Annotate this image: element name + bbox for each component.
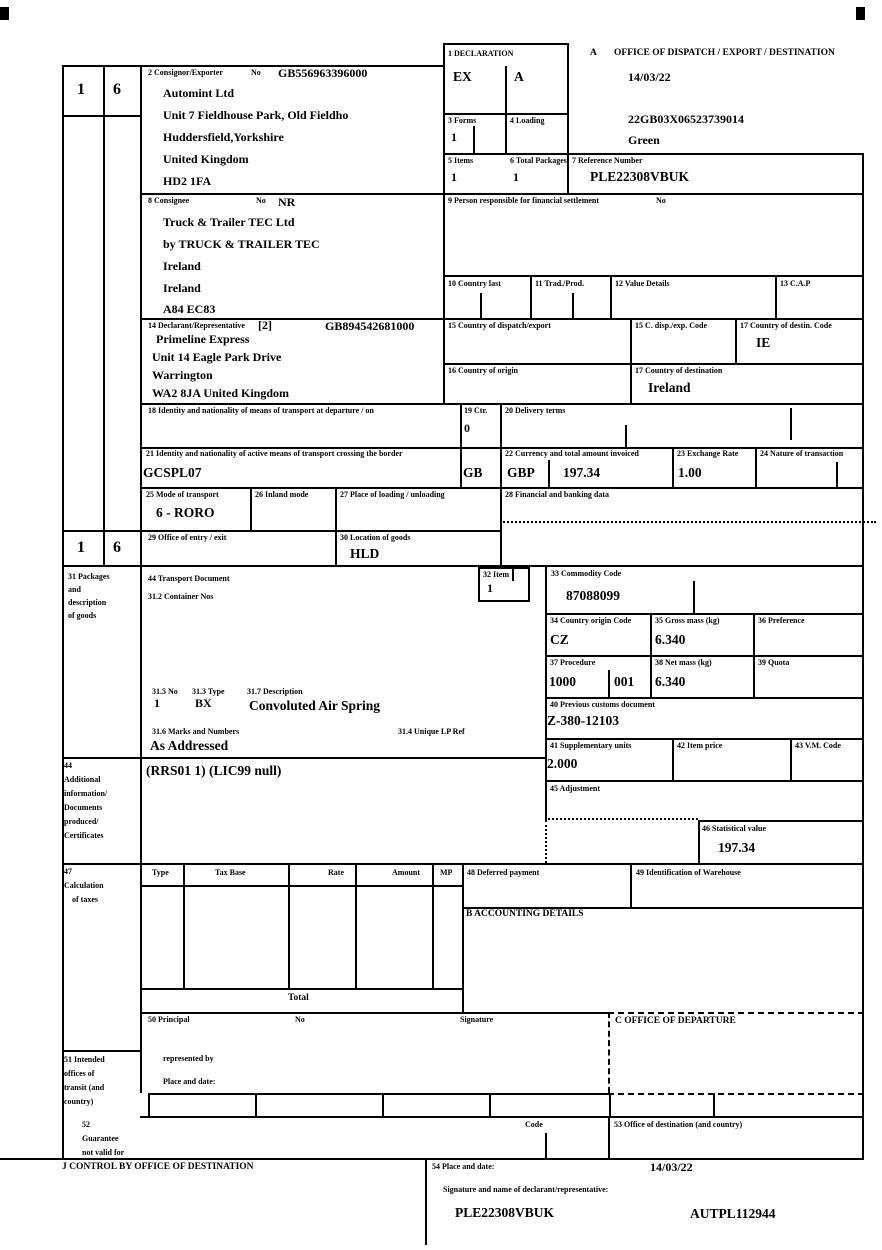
box44-side-label: produced/ [64, 817, 99, 826]
tick [790, 408, 792, 440]
box5-value: 1 [451, 170, 457, 184]
box17b-label: 17 Country of destination [635, 366, 723, 375]
box2-address-line: HD2 1FA [163, 174, 212, 188]
box47-col-type: Type [152, 868, 169, 877]
box44-side-label: Documents [64, 803, 103, 812]
box2-no-label: No [251, 68, 261, 77]
box41-label: 41 Supplementary units [550, 741, 632, 750]
grid-line [630, 363, 632, 403]
box37-value-2: 001 [614, 674, 635, 689]
box14-eori: GB894542681000 [325, 319, 415, 333]
grid-line [140, 318, 864, 320]
grid-line [140, 988, 464, 990]
grid-line [672, 447, 674, 487]
box14-address-line: Unit 14 Eagle Park Drive [152, 350, 282, 364]
grid-line [630, 318, 632, 363]
box31-side-label: and [68, 585, 81, 594]
box54-auth-number: AUTPL112944 [690, 1206, 776, 1221]
grid-line [545, 565, 547, 820]
dashed-line-boxC-left [608, 1012, 610, 1093]
box43-label: 43 V.M. Code [795, 741, 841, 750]
box7-reference-number: PLE22308VBUK [590, 169, 690, 184]
box8-id: NR [278, 195, 296, 209]
grid-line [148, 1093, 610, 1095]
box18-label: 18 Identity and nationality of means of transport at departure / on [148, 406, 374, 415]
tick [836, 462, 838, 487]
box15a-label: 15 Country of dispatch/export [448, 321, 551, 330]
grid-line [545, 1133, 547, 1158]
dotted-line-box28 [500, 521, 876, 523]
box1-declaration-subtype: A [514, 69, 524, 84]
grid-line [443, 153, 864, 155]
box2-eori: GB556963396000 [278, 66, 368, 80]
grid-line [255, 1093, 257, 1116]
box22-label: 22 Currency and total amount invoiced [505, 449, 639, 458]
box47-total-label: Total [288, 993, 309, 1003]
box40-label: 40 Previous customs document [550, 700, 655, 709]
box11-label: 11 Trad./Prod. [535, 279, 585, 288]
box32-label: 32 Item [483, 570, 509, 579]
box35-value: 6.340 [655, 632, 686, 647]
grid-line [140, 487, 864, 489]
box31-4-label: 31.4 Unique LP Ref [398, 727, 465, 736]
accounting-details-label: B ACCOUNTING DETAILS [466, 909, 584, 919]
grid-line [250, 487, 252, 530]
box49-label: 49 Identification of Warehouse [636, 868, 741, 877]
grid-line [140, 1012, 610, 1014]
j-control-label: J CONTROL BY OFFICE OF DESTINATION [62, 1162, 254, 1172]
box32-border [528, 567, 530, 600]
box52-code-label: Code [525, 1120, 543, 1129]
box32-value: 1 [487, 581, 493, 595]
box3-label: 3 Forms [448, 116, 477, 125]
box50-label: 50 Principal [148, 1015, 190, 1024]
box37-label: 37 Procedure [550, 658, 596, 667]
grid-line [755, 447, 757, 487]
box22-currency: GBP [507, 465, 535, 480]
box8-address-line: by TRUCK & TRAILER TEC [163, 237, 320, 251]
grid-line [335, 487, 337, 565]
grid-line [140, 1116, 864, 1118]
box16-label: 16 Country of origin [448, 366, 518, 375]
registration-mark [0, 7, 9, 20]
box32-border [478, 567, 528, 569]
box25-value: 6 - RORO [156, 505, 215, 520]
grid-line [489, 1093, 491, 1116]
box8-label: 8 Consignee [148, 196, 190, 205]
grid-line [713, 1093, 715, 1116]
box20-label: 20 Delivery terms [505, 406, 566, 415]
tick [608, 670, 610, 697]
box28-label: 28 Financial and banking data [505, 490, 610, 499]
grid-line [382, 1093, 384, 1116]
grid-line [62, 530, 502, 532]
grid-line [790, 738, 792, 780]
tick [572, 293, 574, 318]
box40-value: Z-380-12103 [547, 713, 619, 728]
grid-line [432, 863, 434, 988]
box26-label: 26 Inland mode [255, 490, 309, 499]
grid-line [698, 820, 864, 822]
box44-side-label: 44 [64, 761, 72, 770]
box50-signature-label: Signature [460, 1015, 494, 1024]
box27-label: 27 Place of loading / unloading [340, 490, 445, 499]
box2-label: 2 Consignor/Exporter [148, 68, 223, 77]
box50-place-date: Place and date: [163, 1077, 216, 1086]
box33-value: 87088099 [566, 588, 620, 603]
grid-line [608, 1116, 610, 1158]
grid-line [62, 565, 864, 567]
grid-line [103, 65, 105, 565]
box21-nationality: GB [463, 465, 483, 480]
box31-6-value: As Addressed [150, 738, 229, 753]
box3-value: 1 [451, 130, 457, 144]
box33-label: 33 Commodity Code [551, 569, 622, 578]
box34-value: CZ [550, 632, 569, 647]
tick [512, 567, 514, 581]
grid-line [443, 43, 445, 403]
copy-number-1: 1 [77, 539, 85, 556]
box21-label: 21 Identity and nationality of active means of transport crossing the border [146, 449, 403, 458]
grid-line [62, 65, 64, 1160]
grid-line [630, 863, 632, 907]
box14-address-line: Primeline Express [156, 332, 250, 346]
box32-border [478, 600, 530, 602]
box47-col-rate: Rate [328, 868, 344, 877]
box31-side-label: of goods [68, 611, 97, 620]
grid-line [62, 115, 142, 117]
box23-value: 1.00 [678, 465, 702, 480]
box1-declaration-type: EX [453, 69, 472, 84]
box4-label: 4 Loading [510, 116, 545, 125]
box51-side-label: transit (and [64, 1083, 105, 1092]
box31-3-value: BX [195, 696, 212, 710]
box17a-value: IE [756, 335, 771, 350]
box14-code: [2] [258, 318, 272, 332]
grid-line [140, 885, 464, 887]
grid-line [545, 780, 864, 782]
grid-line [62, 757, 545, 759]
grid-line [443, 363, 864, 365]
box30-label: 30 Location of goods [340, 533, 411, 542]
grid-line [140, 403, 864, 405]
box14-address-line: Warrington [152, 368, 213, 382]
box34-label: 34 Country origin Code [550, 616, 632, 625]
box47-col-mp: MP [440, 868, 453, 877]
grid-line [545, 738, 864, 740]
box13-label: 13 C.A.P [780, 279, 811, 288]
box8-no-label: No [256, 196, 266, 205]
grid-line [545, 655, 864, 657]
box44-side-label: Additional [64, 775, 101, 784]
box2-address-line: Huddersfield,Yorkshire [163, 130, 284, 144]
boxA-title: OFFICE OF DISPATCH / EXPORT / DESTINATION [614, 48, 835, 58]
grid-line [735, 318, 737, 363]
box31-7-value: Convoluted Air Spring [249, 698, 381, 713]
box38-label: 38 Net mass (kg) [655, 658, 712, 667]
copy-number-1: 1 [77, 81, 85, 98]
box47-col-amount: Amount [392, 868, 421, 877]
box48-label: 48 Deferred payment [467, 868, 540, 877]
box52-side-label: Guarantee [82, 1134, 119, 1143]
box51-side-label: country) [64, 1097, 94, 1106]
tick [625, 425, 627, 447]
box6-label: 6 Total Packages [510, 156, 567, 165]
box6-value: 1 [513, 170, 519, 184]
boxA-routing: Green [628, 133, 660, 147]
box12-label: 12 Value Details [615, 279, 670, 288]
box54-reference: PLE22308VBUK [455, 1205, 555, 1220]
grid-line [148, 1093, 150, 1116]
box46-value: 197.34 [718, 840, 756, 855]
dotted-line-box45 [545, 818, 698, 820]
box19-label: 19 Ctr. [464, 406, 488, 415]
grid-line [500, 403, 502, 565]
box47-col-taxbase: Tax Base [215, 868, 246, 877]
box52-side-label: not valid for [82, 1148, 125, 1157]
dashed-line-boxC-bottom [608, 1093, 864, 1095]
box10-label: 10 Country last [448, 279, 501, 288]
box14-address-line: WA2 8JA United Kingdom [152, 386, 290, 400]
box31-5-value: 1 [154, 696, 160, 710]
dashed-line-boxC-top [608, 1012, 864, 1014]
box8-address-line: Truck & Trailer TEC Ltd [163, 215, 295, 229]
box25-label: 25 Mode of transport [146, 490, 219, 499]
grid-line [183, 863, 185, 988]
registration-mark [856, 7, 865, 20]
box15b-label: 15 C. disp./exp. Code [635, 321, 708, 330]
tick [693, 581, 695, 613]
box42-label: 42 Item price [677, 741, 723, 750]
boxA-date: 14/03/22 [628, 70, 671, 84]
tick [480, 293, 482, 318]
box47-side-label: of taxes [72, 895, 98, 904]
boxA-letter: A [590, 48, 597, 58]
grid-line [140, 193, 864, 195]
grid-line [650, 613, 652, 697]
grid-line [775, 275, 777, 318]
box7-label: 7 Reference Number [572, 156, 643, 165]
box2-address-line: United Kingdom [163, 152, 249, 166]
tick [473, 126, 475, 153]
grid-line [443, 275, 864, 277]
box35-label: 35 Gross mass (kg) [655, 616, 720, 625]
grid-line [609, 1093, 611, 1116]
grid-line [505, 66, 507, 153]
box8-address-line: A84 EC83 [163, 302, 216, 316]
box8-address-line: Ireland [163, 259, 201, 273]
box31-7-label: 31.7 Description [247, 687, 303, 696]
box23-label: 23 Exchange Rate [677, 449, 739, 458]
grid-line [62, 1050, 142, 1052]
grid-line [610, 275, 612, 318]
box14-label: 14 Declarant/Representative [148, 321, 245, 330]
box31-side-label: 31 Packages [68, 572, 110, 581]
box45-label: 45 Adjustment [550, 784, 601, 793]
box39-label: 39 Quota [758, 658, 790, 667]
box47-side-label: Calculation [64, 881, 104, 890]
box30-value: HLD [350, 546, 380, 561]
grid-line [0, 1158, 864, 1160]
box17b-value: Ireland [648, 380, 691, 395]
copy-number-6: 6 [113, 81, 121, 98]
box53-label: 53 Office of destination (and country) [614, 1120, 743, 1129]
box5-label: 5 Items [448, 156, 474, 165]
box31-5-label: 31.5 No [152, 687, 178, 696]
box31-2-label: 31.2 Container Nos [148, 592, 214, 601]
box9-label: 9 Person responsible for financial settlement [448, 196, 600, 205]
box44-value: (RRS01 1) (LIC99 null) [146, 763, 282, 778]
box44-side-label: information/ [64, 789, 108, 798]
box44-transport-doc-label: 44 Transport Document [148, 574, 230, 583]
box41-value: 2.000 [547, 756, 578, 771]
box29-label: 29 Office of entry / exit [148, 533, 227, 542]
grid-line [530, 275, 532, 318]
grid-line [567, 43, 569, 193]
box54-date: 14/03/22 [650, 1160, 693, 1174]
box2-address-line: Unit 7 Fieldhouse Park, Old Fieldho [163, 108, 349, 122]
box46-label: 46 Statistical value [702, 824, 766, 833]
box31-6-label: 31.6 Marks and Numbers [152, 727, 240, 736]
grid-line [425, 1158, 427, 1245]
box37-value-1: 1000 [549, 674, 576, 689]
box8-address-line: Ireland [163, 281, 201, 295]
box31-3-label: 31.3 Type [192, 687, 225, 696]
box51-side-label: offices of [64, 1069, 95, 1078]
grid-line [753, 613, 755, 697]
box31-side-label: description [68, 598, 107, 607]
box17a-label: 17 Country of destin. Code [740, 321, 832, 330]
grid-line [698, 820, 700, 863]
box50-represented-by: represented by [163, 1054, 214, 1063]
box24-label: 24 Nature of transaction [760, 449, 844, 458]
box38-value: 6.340 [655, 674, 686, 689]
grid-line [672, 738, 674, 780]
box9-no-label: No [656, 196, 666, 205]
box47-side-label: 47 [64, 867, 72, 876]
grid-line [355, 863, 357, 988]
dotted-line-left46 [545, 820, 547, 863]
copy-number-6: 6 [113, 539, 121, 556]
grid-line [460, 403, 462, 487]
box54-signature-label: Signature and name of declarant/representative: [443, 1185, 609, 1194]
box36-label: 36 Preference [758, 616, 805, 625]
grid-line [545, 613, 864, 615]
box54-label: 54 Place and date: [432, 1162, 495, 1171]
office-of-departure-label: C OFFICE OF DEPARTURE [615, 1016, 736, 1026]
box50-no-label: No [295, 1015, 305, 1024]
tick [548, 460, 550, 487]
grid-line [62, 65, 445, 67]
box52-side-label: 52 [82, 1120, 90, 1129]
box21-value: GCSPL07 [143, 465, 202, 480]
boxA-mrn: 22GB03X06523739014 [628, 112, 745, 126]
box2-address-line: Automint Ltd [163, 86, 235, 100]
box19-value: 0 [464, 421, 470, 435]
box32-border [478, 567, 480, 600]
grid-line [462, 863, 464, 1012]
box22-amount: 197.34 [563, 465, 601, 480]
grid-line [545, 697, 864, 699]
grid-line [443, 43, 569, 45]
box44-side-label: Certificates [64, 831, 104, 840]
box51-side-label: 51 Intended [64, 1055, 105, 1064]
grid-line [288, 863, 290, 988]
box1-label: 1 DECLARATION [448, 49, 514, 58]
grid-line [140, 65, 142, 1093]
grid-line [862, 153, 864, 1158]
